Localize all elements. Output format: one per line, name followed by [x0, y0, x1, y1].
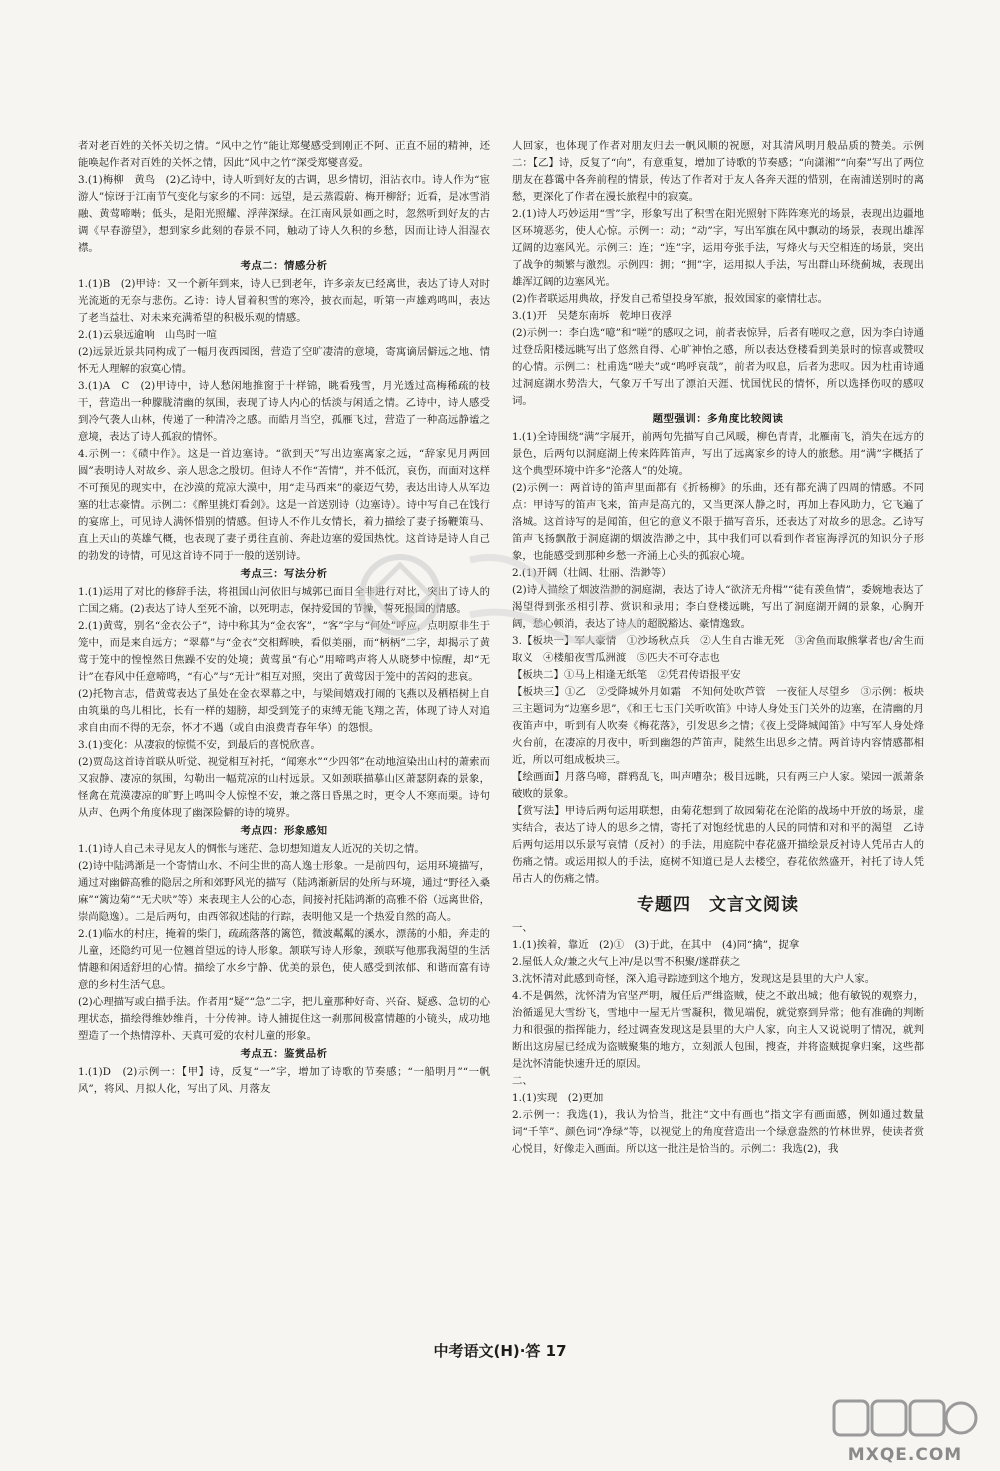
answer-s3-2b: (2)托物言志，借黄莺表达了虽处在金衣翠幕之中，与梁间嬉戏打闹的飞燕以及栖梧树上自由筑巢的鸟儿相比，长有一样的翅膀，却受到笼子的束缚无能飞翔之苦，体现了诗人对追求自由而不得的无奈，怀才不遇（或自由浪费青春年华）的怨恨。 [78, 688, 490, 734]
watermark-corner [830, 1395, 980, 1465]
answer-s4-1a: 1.(1)诗人自己未寻见友人的惆怅与迷茫、急切想知道友人近况的关切之情。 [78, 843, 425, 855]
answer-r3a: 3.(1)开 吴楚东南坼 乾坤日夜浮 [512, 310, 672, 322]
answer-t1a: 1.(1)全诗围绕“满”字展开，前两句先描写自己风暖，柳色青青，北雁南飞，消失在远方的景色，后两句以洞庭湖上传来阵阵笛声，写出了远离家乡的诗人的旅愁。用“满”字概括了这个典型环境中许多“沦落人”的处境。 [512, 431, 924, 477]
answer-s3-3b: (2)贾岛这首诗首联从听觉、视觉相互衬托，“闻寒水”“少四邻”在动地渲染出山村的萧索而又寂静、凄凉的氛围，勾勒出一幅荒凉的山村远景。又如颈联描摹山区萧瑟阴森的景象，怪禽在荒漠凄凉的旷野上鸣叫令人惊惶不安，兼之落日昏黑之时，更令人不寒而栗。诗句从声、色两个角度体现了幽深险僻的诗的境界。 [78, 756, 490, 819]
answer-t3c: 【板块三】①乙 ②受降城外月如霜 不知何处吹芦管 一夜征人尽望乡 ③示例：板块三主题词为“边塞乡思”，《和王七玉门关听吹笛》中诗人身处玉门关外的边塞，在清幽的月夜笛声中，听到有人吹奏《梅花落》，引发思乡之情；《夜上受降城闻笛》中写军人身处烽火台前，在凄凉的月夜中，听到幽怨的芦笛声，陡然生出思乡之情。两首诗内容情感都相近，所以可组成板块三。 [512, 686, 924, 766]
answer-y3: 3.沈怀清对此感到奇怪，深入追寻踪迹到这个地方，发现这是县里的大户人家。 [512, 973, 876, 985]
answer-s3-2a: 2.(1)黄莺，别名“金衣公子”，诗中称其为“金衣客”，“客”字与“何处”呼应，点明原非生于笼中，而是来自远方；“翠幕”与“金衣”交相辉映，看似美丽，而“柄柄”二字，却揭示了黄莺于笼中的惶惶然日焦躁不安的处境；黄莺虽“有心”用啼鸣声将人从晓梦中惊醒，却“无计”在春风中任意啼鸣，“有心”与“无计”相互对照，突出了黄莺因于笼中的苦闷的悲哀。 [78, 620, 490, 683]
answer-y2-1: 1.(1)实现 (2)更加 [512, 1092, 604, 1104]
answer-s2-2a: 2.(1)云泉远逾响 山鸟时一喧 [78, 329, 217, 341]
right-column [512, 138, 924, 1158]
paragraph-intro: 者对老百姓的关怀关切之情。“风中之竹”能让郑燮感受到刚正不阿、正直不屈的精神，还能唤起作者对百姓的关怀之情，因此“风中之竹”深受郑燮喜爱。 [78, 140, 490, 169]
answer-r3b: (2)示例一：李白选“噫”和“嗟”的感叹之词，前者表惊异，后者有嗟叹之意，因为李白诗通过登岳阳楼远眺写出了悠然自得、心旷神怡之感，所以表达登楼看到美景时的惊喜或赞叹的心情。示例二：杜甫选“嗟夫”或“鸣呼哀哉”，前者为叹息，后者为悲叹。因为杜甫诗通过洞庭湖水势浩大，气象万千写出了漂泊天涯、忧国忧民的情怀，所以选择伤叹的感叹词。 [512, 327, 924, 407]
answer-s3-3a: 3.(1)变化：从凄寂的惊慌不安，到最后的喜悦欣喜。 [78, 739, 321, 751]
answer-t3e: 【赏写法】甲诗后两句运用联想，由菊花想到了故园菊花在沦陷的战场中开放的场景，虚实结合，表达了诗人的思乡之情，寄托了对饱经忧患的人民的同情和对和平的渴望 乙诗后两句运用以乐景写哀情（反衬）的手法，用庭院中春花盛开描绘景反衬诗人凭吊古人的伤痛之情。或运用拟人的手法，庭树不知道已是人去楼空，春花依然盛开，衬托了诗人凭吊古人的伤痛之情。 [512, 805, 924, 885]
answer-s4-2a: 2.(1)临水的村庄，掩着的柴门，疏疏落落的篱笆，微波粼粼的溪水，漂荡的小船，奔走的儿童，还隐约可见一位翘首望远的诗人形象。颔联写诗人形象，颈联写他那我渴望的生活情趣和闲适舒坦的心情。描绘了水乡宁静、优美的景色，使人感受到浓郁、和谐而富有诗意的乡村生活气息。 [78, 928, 490, 991]
left-column [78, 138, 490, 1098]
page-footer: 中考语文(H)·答 17 [433, 1342, 567, 1360]
section-heading-5: 考点五：鉴赏品析 [240, 1048, 328, 1060]
answer-y2-2: 2.示例一：我选(1)，我认为恰当，批注“文中有画也”指文字有画面感，例如通过数量词“千竿”、颜色词“净绿”等，以视觉上的角度营造出一个绿意盎然的竹林世界，使读者赏心悦目，好像走入画面。所以这一批注是恰当的。示例二：我选(2)，我 [512, 1109, 924, 1155]
answer-r2b: (2)作者联运用典故，抒发自己希望投身军旅，报效国家的豪情壮志。 [512, 293, 829, 305]
section-heading-training: 题型强训：多角度比较阅读 [652, 413, 784, 425]
answer-s4-1b: (2)诗中陆鸿渐是一个寄情山水、不问尘世的高人逸士形象。一是前四句，运用环境描写，通过对幽僻高雅的隐居之所和郊野风光的描写（陆鸿渐新居的处所与环境，通过“野径入桑麻”“篱边菊”“无犬吠”等）来表现主人公的心态，间接衬托陆鸿渐的高雅不俗（远离世俗，崇尚隐逸）。二是后两句，由西邻叙述陆的行踪，表明他又是一个热爱自然的高人。 [78, 860, 490, 923]
section-heading-2: 考点二：情感分析 [240, 260, 328, 272]
answer-s2-1: 1.(1)B (2)甲诗：又一个新年到来，诗人已到老年，许多亲友已经离世，表达了诗人对时光流逝的无奈与悲伤。乙诗：诗人冒着积雪的寒冷，披衣而起，听第一声雄鸡鸣叫，表达了老当益壮、对未来充满希望的积极乐观的情感。 [78, 278, 490, 324]
answer-y2: 2.屋低人众/兼之火气上冲/是以雪不积聚/遂群获之 [512, 956, 741, 968]
section-heading-4: 考点四：形象感知 [240, 825, 328, 837]
answer-y1: 1.(1)挨着，靠近 (2)① (3)于此，在其中 (4)同“擒”，捉拿 [512, 939, 800, 951]
answer-s2-3: 3.(1)A C (2)甲诗中，诗人愁闲地推窗于十样锦，眺看残雪，月光透过高梅稀疏的枝干，营造出一种朦胧清幽的氛围，表现了诗人内心的恬淡与闲适之情。乙诗中，诗人感受到冷气袭人山林，传递了一种清冷之感。而皓月当空，孤雁飞过，营造了一种高远静谧之意境，表达了诗人孤寂的情怀。 [78, 380, 490, 443]
part-one-label: 一、 [512, 922, 533, 934]
answer-s2-2b: (2)远景近景共同构成了一幅月夜西园图，营造了空旷凄清的意境，寄寓谪居僻远之地、情怀无人理解的寂寞心情。 [78, 346, 490, 375]
paragraph-right-intro: 人回家，也体现了作者对朋友归去一帆风顺的祝愿，对其清风明月般品质的赞美。示例二：【乙】诗，反复了“向”，有意重复，增加了诗歌的节奏感；“向潇湘”“向秦”写出了两位朋友在暮霭中各奔前程的情景，传达了作者对于友人各奔天涯的惜别，在南浦送别时的离愁，更深化了作者在漫长旅程中的寂寞。 [512, 140, 924, 203]
answer-t2a: 2.(1)开阔（壮阔、壮丽、浩渺等） [512, 567, 672, 579]
answer-s5-1: 1.(1)D (2)示例一：【甲】诗，反复“一”字，增加了诗歌的节奏感；“一船明月”“一帆风”，将风、月拟人化，写出了风、月落友 [78, 1066, 490, 1095]
answer-t1b: (2)示例一：两首诗的笛声里面都有《折杨柳》的乐曲，还有都充满了四周的情感。不同点：甲诗写的笛声飞来，笛声是高亢的，又当更深人静之时，再加上春风助力，它飞遍了洛城。这首诗写的是闻笛，但它的意义不限于描写音乐，还表达了对故乡的思念。乙诗写笛声飞扬飘散于洞庭湖的烟波浩渺之中，其中我们可以看到作者宦海浮沉的知识分子形象，也能感受到那种乡愁一齐涌上心头的孤寂心境。 [512, 482, 924, 562]
answer-t3d: 【绘画面】月落乌啼，群鸦乱飞，叫声嘈杂；极目远眺，只有两三户人家。梁园一派萧条破败的景象。 [512, 771, 924, 800]
answer-t3a: 3.【板块一】军人豪情 ①沙场秋点兵 ②人生自古谁无死 ③舍鱼而取熊掌者也/舍生而取义 ④楼船夜雪瓜洲渡 ⑤匹夫不可夺志也 [512, 635, 924, 664]
watermark-text: MXQE.COM [847, 1445, 963, 1465]
part-two-label: 二、 [512, 1075, 533, 1087]
answer-r2: 2.(1)诗人巧妙运用“雪”字，形象写出了积雪在阳光照射下阵阵寒光的场景，表现出边疆地区环境恶劣，使人心惊。示例一：动；“动”字，写出军旗在风中飘动的场景，表现出雄浑辽阔的边塞风光。示例三：连；“连”字，运用夸张手法，写烽火与天空相连的场景，突出了战争的频繁与激烈。示例四：拥；“拥”字，运用拟人手法，写出群山环绕蓟城，表现出雄浑辽阔的边塞风光。 [512, 208, 924, 288]
answer-s3-1: 1.(1)运用了对比的修辞手法，将祖国山河依旧与城郭已面目全非进行对比，突出了诗人的亡国之痛。(2)表达了诗人至死不渝，以死明志，保持爱国的节操，誓死报国的情感。 [78, 586, 490, 615]
topic-heading: 专题四 文言文阅读 [637, 895, 799, 915]
section-heading-3: 考点三：写法分析 [240, 568, 328, 580]
answer-y4: 4.不是偶然，沈怀清为官坚严明，履任后严缉盗贼，使之不敢出城；他有敏锐的观察力，治循遥见大雪纷飞，雪地中一屋无片雪凝积，微见端倪，就觉察到异常；他有准确的判断力和很强的指挥能力，经过调查发现这是县里的大户人家，向主人又说说明了情况，就判断出这房屋已经成为盗贼聚集的地方，立刻派人包围，搜查，并将盗贼捉拿归案，这些都是沈怀清能快速升迁的原因。 [512, 990, 924, 1070]
answer-3: 3.(1)梅柳 黄鸟 (2)乙诗中，诗人听到好友的古调，思乡情切，泪沾衣巾。诗人作为“宦游人”惊讶于江南节气变化与家乡的不同：远望，是云蒸霞蔚、梅开柳舒；近看，是冰雪消融、黄莺啼啭；低头，是阳光照耀、浮萍深绿。在江南风景如画之时，忽然听到好友的古调《早春游望》，想到家乡此刻的春景不同，触动了诗人久积的乡愁，因而让诗人泪湿衣襟。 [78, 174, 490, 254]
answer-s2-4: 4.示例一：《碛中作》。这是一首边塞诗。“欲到天”写出边塞离家之远，“辞家见月两回圆”表明诗人对故乡、亲人思念之殷切。但诗人不作“苦情”，并不低沉，哀伤，而面对这样不可预见的现实中，在沙漠的荒凉大漠中，用“走马西来”的豪迈气势，表达出诗人从军边塞的壮志豪情。示例二：《醉里挑灯看剑》。这是一首送别诗（边塞诗）。诗中写自己在饯行的宴席上，可见诗人满怀惜别的情感。但诗人不作儿女情长，着力描绘了妻子扬鞭策马、直上天山的英雄气概，也表现了妻子勇往直前、奔赴边塞的爱国热忱。这首诗是诗人自己的勃发的诗情，可见这首诗不同于一般的送别诗。 [78, 448, 490, 562]
answer-t2b: (2)诗人描绘了烟波浩渺的洞庭湖，表达了诗人“欲济无舟楫”“徒有羡鱼情”，委婉地表达了渴望得到张丞相引荐、赏识和录用；李白登楼远眺，写出了洞庭湖开阔的景象，心胸开阔，愁心顿消，表达了诗人的超脱豁达、豪情逸致。 [512, 584, 924, 630]
answer-s4-2b: (2)心理描写或白描手法。作者用“疑”“急”二字，把儿童那种好奇、兴奋、疑惑、急切的心理状态，描绘得维妙维肖，十分传神。诗人捕捉住这一刹那间极富情趣的小镜头，成功地塑造了一个热情淳朴、天真可爱的农村儿童的形象。 [78, 996, 490, 1042]
watermark-corner-logo [830, 1395, 980, 1443]
answer-t3b: 【板块二】①马上相逢无纸笔 ②凭君传语报平安 [512, 669, 741, 681]
